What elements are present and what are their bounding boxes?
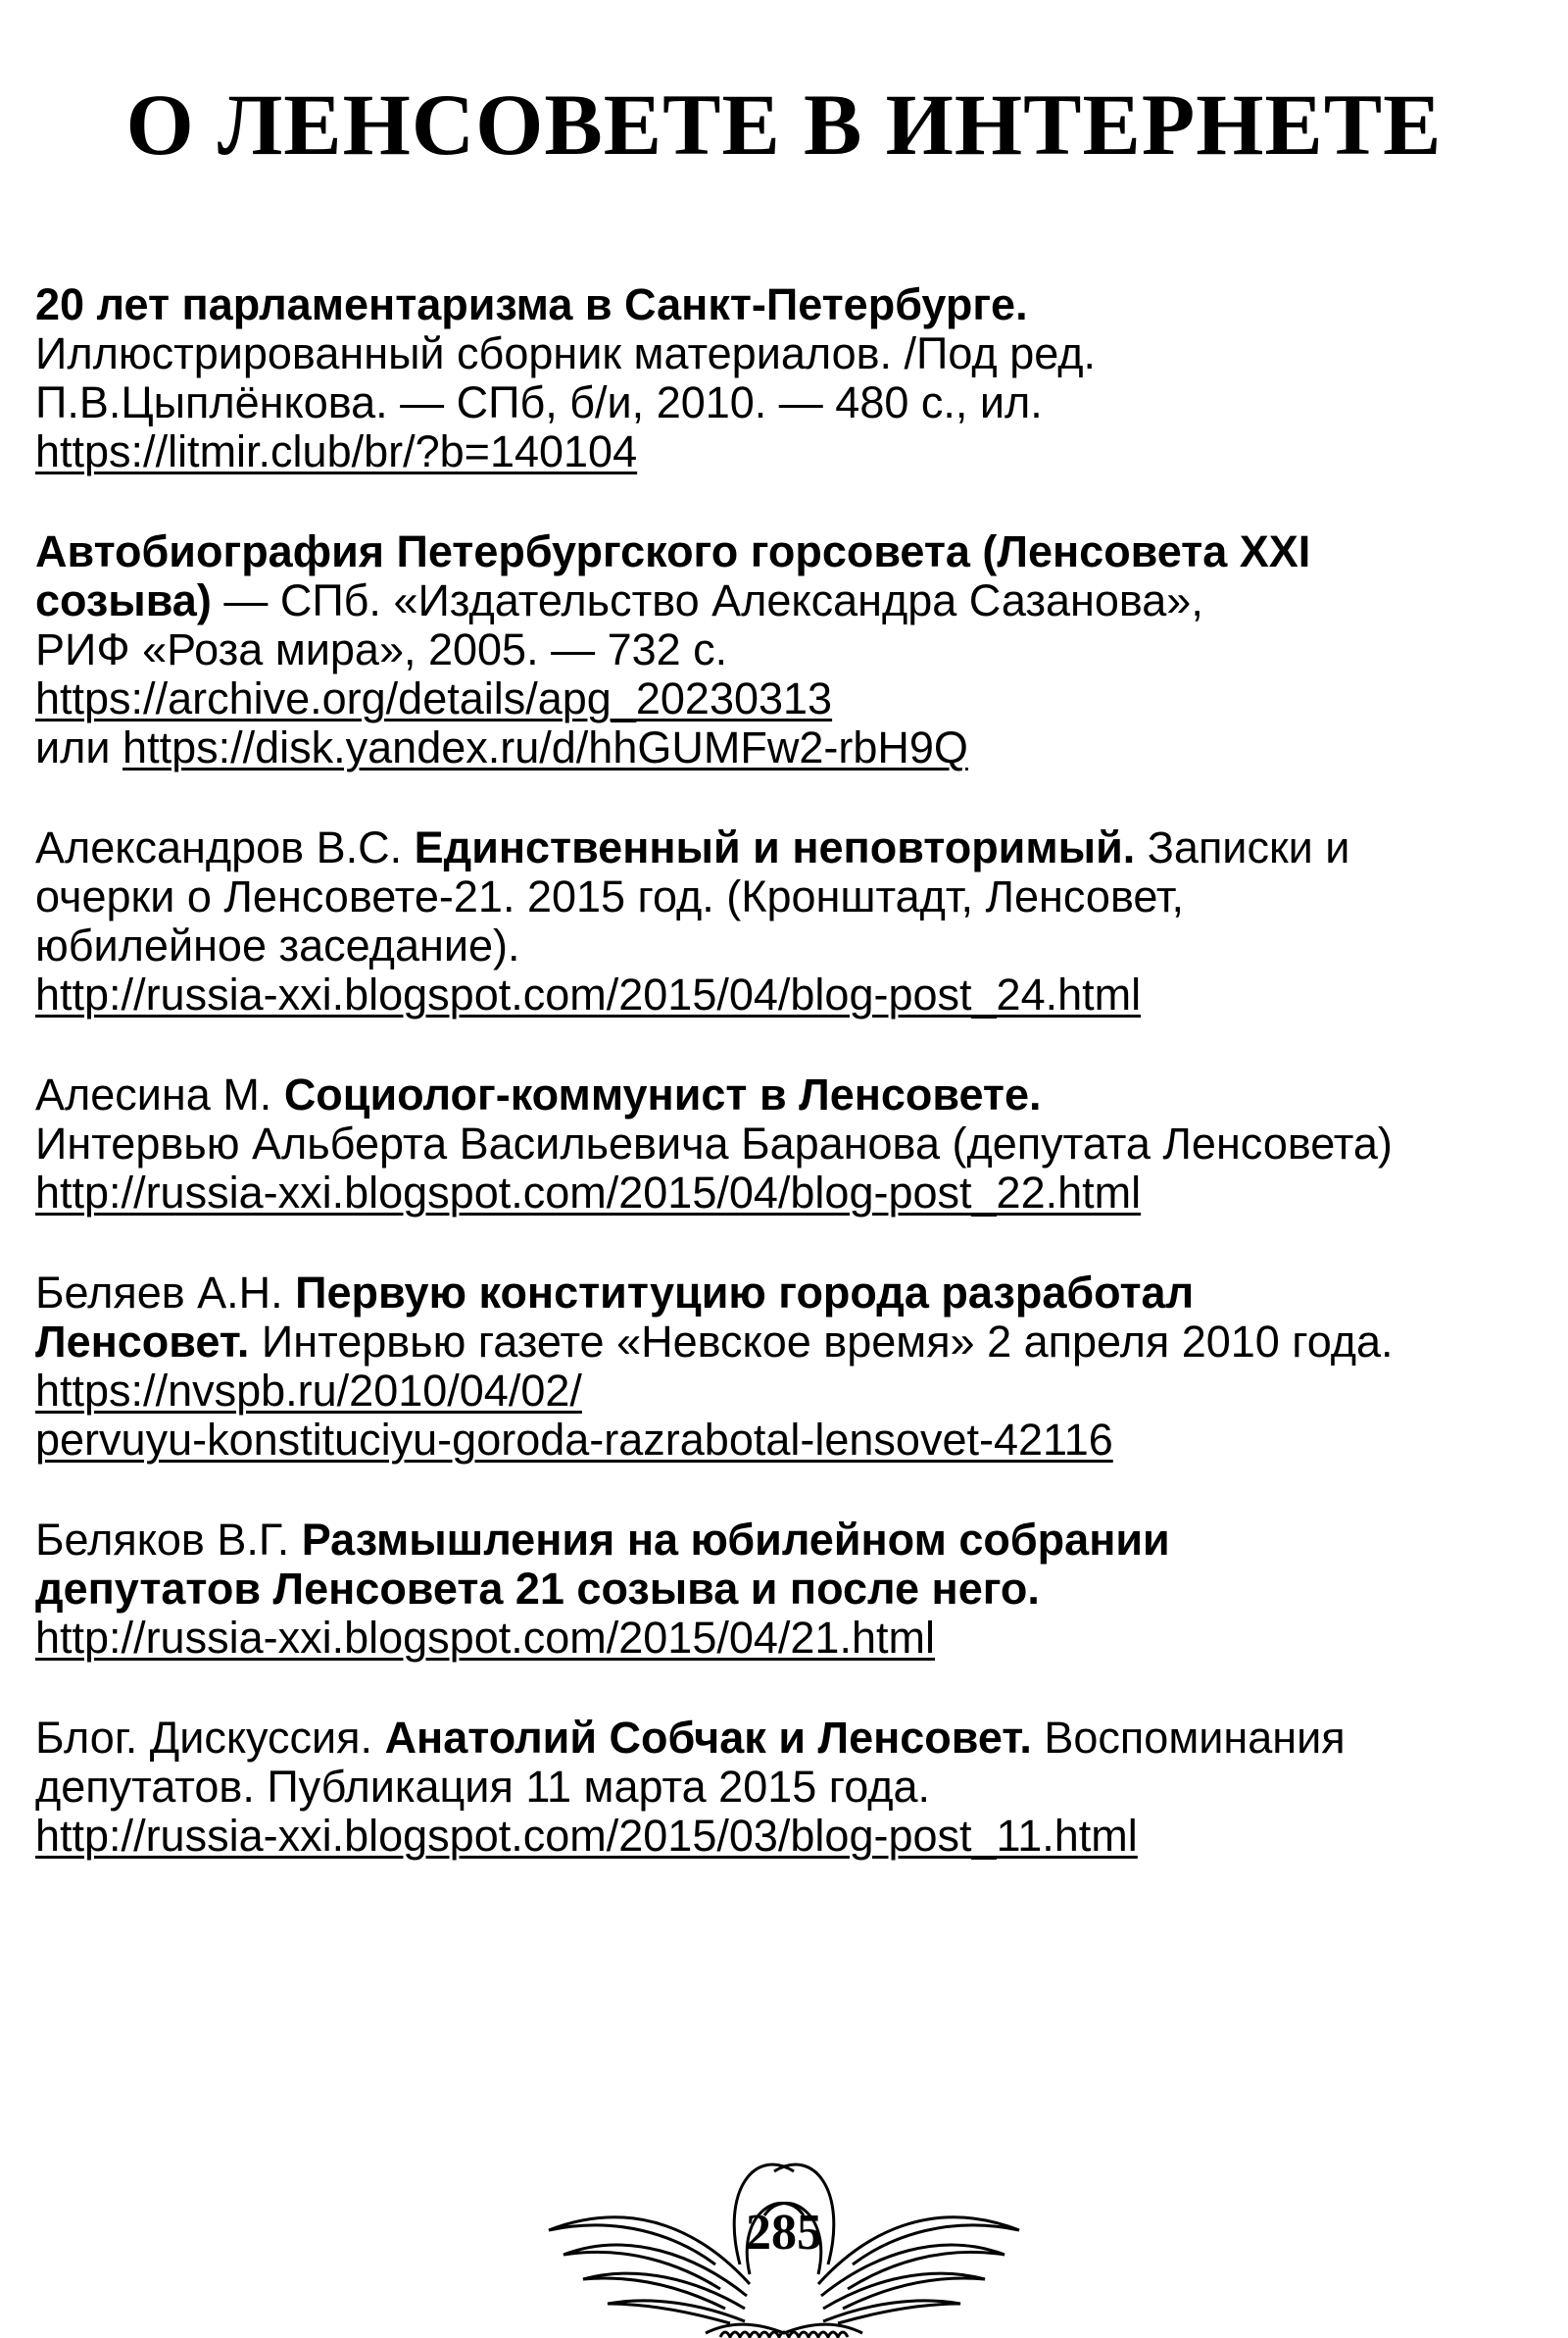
- page-number: 285: [746, 2205, 822, 2261]
- list-item: [35, 1516, 1544, 1663]
- entry-text: депутатов. Публикация 11 марта 2015 года.: [35, 1762, 931, 1812]
- list-item: [35, 823, 1544, 1020]
- page-title: О ЛЕНСОВЕТЕ В ИНТЕРНЕТЕ: [125, 77, 1443, 174]
- entry-link[interactable]: http://russia-xxi.blogspot.com/2015/03/blog-post_11.html: [35, 1811, 1138, 1861]
- entry-author: Алесина М.: [35, 1070, 284, 1119]
- entry-text: юбилейное заседание).: [35, 920, 520, 970]
- list-item: [35, 1070, 1544, 1218]
- entry-text: очерки о Ленсовете-21. 2015 год. (Кронштадт, Ленсовет,: [35, 871, 1184, 921]
- entry-text: Воспоминания: [1031, 1713, 1346, 1763]
- entry-text: Интервью Альберта Васильевича Баранова (депутата Ленсовета): [35, 1119, 1393, 1169]
- entry-text: или: [35, 722, 123, 772]
- entry-text: — СПб. «Издательство Александра Сазанова»,: [211, 575, 1203, 625]
- entry-link[interactable]: http://russia-xxi.blogspot.com/2015/04/blog-post_22.html: [35, 1168, 1142, 1218]
- list-item: [35, 527, 1544, 772]
- entry-title: Социолог-коммунист в Ленсовете.: [283, 1070, 1042, 1119]
- entry-author: Беляков В.Г.: [35, 1515, 302, 1565]
- entry-author: Александров В.С.: [35, 822, 415, 872]
- entry-title: Размышления на юбилейном собрании: [301, 1515, 1170, 1565]
- list-item: [35, 1714, 1544, 1861]
- entry-title-continued: Ленсовет.: [35, 1317, 250, 1367]
- entry-link[interactable]: https://archive.org/details/apg_20230313: [35, 673, 833, 723]
- list-item: [35, 280, 1544, 476]
- entry-title: Единственный и неповторимый.: [414, 822, 1136, 872]
- entry-text: Иллюстрированный сборник материалов. /Под ред.: [35, 328, 1097, 378]
- entry-author: Блог. Дискуссия.: [35, 1713, 385, 1763]
- entry-title: Первую конституцию города разработал: [295, 1268, 1195, 1318]
- entry-link[interactable]: https://nvspb.ru/2010/04/02/: [35, 1366, 582, 1416]
- entry-author: Беляев А.Н.: [35, 1268, 296, 1318]
- entry-title: Анатолий Собчак и Ленсовет.: [384, 1713, 1032, 1763]
- entry-text: РИФ «Роза мира», 2005. — 732 с.: [35, 624, 728, 674]
- entry-link[interactable]: https://disk.yandex.ru/d/hhGUMFw2-rbH9Q: [122, 722, 968, 772]
- entry-title-continued: депутатов Ленсовета 21 созыва и после него.: [35, 1564, 1040, 1614]
- entry-text: П.В.Цыплёнкова. — СПб, б/и, 2010. — 480 с., ил.: [35, 377, 1043, 427]
- entry-title-continued: созыва): [35, 575, 212, 625]
- entry-link-continued[interactable]: pervuyu-konstituciyu-goroda-razrabotal-lensovet-42116: [35, 1415, 1113, 1465]
- entry-link[interactable]: https://litmir.club/br/?b=140104: [35, 426, 638, 476]
- entry-text: Записки и: [1135, 822, 1350, 872]
- entry-text: Интервью газете «Невское время» 2 апреля 2010 года.: [249, 1317, 1394, 1367]
- entry-link[interactable]: http://russia-xxi.blogspot.com/2015/04/blog-post_24.html: [35, 970, 1142, 1020]
- entry-title: 20 лет парламентаризма в Санкт-Петербурге.: [35, 279, 1028, 329]
- bibliography-list: [35, 280, 1544, 1912]
- list-item: [35, 1268, 1544, 1465]
- entry-title: Автобиография Петербургского горсовета (Ленсовета XXI: [35, 526, 1311, 576]
- entry-link[interactable]: http://russia-xxi.blogspot.com/2015/04/21.html: [35, 1613, 935, 1663]
